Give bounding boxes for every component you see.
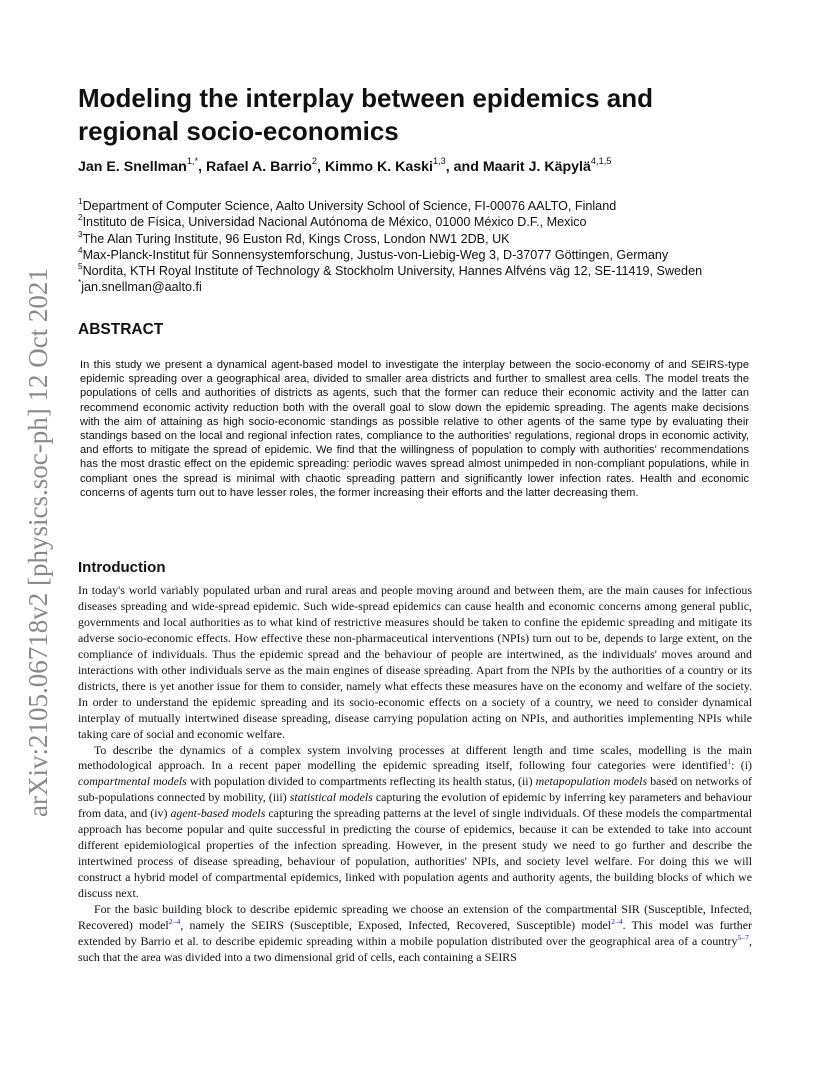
author-affiliation-mark: 2 [311, 156, 318, 167]
intro-paragraph-1: In today's world variably populated urban and rural areas and people moving around and between them, are the main causes for infectious diseases spreading and wide-spread epidemic. Such wide-spread epidemics can cause health and economic concerns among general public, governments and local authorities as to what kind of restrictive measures should be taken to confine the epidemic spreading and mitigate its adverse socio-economic effects. How effective these non-pharmaceutical interventions (NPIs) turn out to be, depends to large extent, on the compliance of individuals. Thus the epidemic spread and the behaviour of people are intertwined, as the individuals' moves around and interactions with other individuals serve as the main engines of disease spreading. Apart from the NPIs by the authorities of a country or its districts, there is yet another issue for them to consider, namely what effects these measures have on the economy and welfare of the society. In order to understand the epidemic spreading and its socio-economic effects on a society of a country, we need to consider dynamical interplay of mutually intertwined disease spreading, disease carrying population acting on NPIs, and authorities implementing NPIs while taking care of social and economic welfare. [78, 583, 752, 741]
citation-link[interactable]: 2–4 [168, 917, 181, 927]
author-affiliation-mark: 4,1,5 [590, 156, 612, 167]
author-name: Maarit J. Käpylä [482, 159, 591, 175]
citation-link[interactable]: 5–7 [737, 933, 750, 942]
affiliation-mark: 1 [78, 197, 83, 206]
intro-paragraph-2 [78, 743, 752, 903]
affiliation-mark: 3 [78, 229, 83, 239]
author-name: Jan E. Snellman [78, 159, 187, 175]
intro-paragraph-3 [78, 902, 752, 966]
author-name: Rafael A. Barrio [205, 159, 312, 175]
affiliation-line [78, 198, 758, 214]
affiliation-line [78, 231, 758, 247]
text-run: . This model was further extended by Barrio et al. to describe epidemic spreading within a mobile population distributed over the geographical area of a country [78, 918, 752, 948]
text-run: , such that the area was divided into a two dimensional grid of cells, each containing a SEIRS [78, 933, 752, 964]
author-separator: , [317, 159, 325, 175]
author-list [78, 157, 778, 177]
affiliation-mark: 4 [78, 245, 83, 255]
abstract-heading: ABSTRACT [78, 321, 164, 338]
affiliation-line [78, 214, 758, 230]
affiliation-mark: 2 [78, 213, 83, 223]
paper-title: Modeling the interplay between epidemics and regional socio-economics [78, 83, 653, 146]
author-separator: , and [445, 159, 483, 175]
affiliation-mark: * [78, 278, 82, 288]
emphasis: compartmental models [78, 774, 187, 789]
citation-link[interactable]: 2–4 [611, 917, 623, 927]
text-run: To describe the dynamics of a complex system involving processes at different length and time scales, modelling is the main methodological approach. In a recent paper modelling the epidemic spreading itself, following four categories were identified [78, 742, 752, 773]
introduction-heading: Introduction [78, 559, 166, 576]
affiliation-line [78, 247, 758, 263]
affiliation-text: Instituto de Física, Universidad Nacional Autónoma de México, 01000 México D.F., Mexico [82, 215, 587, 230]
author-name: Kimmo K. Kaski [324, 159, 433, 175]
author-separator: , [198, 159, 206, 175]
affiliation-mark: 5 [78, 262, 83, 272]
author-affiliation-mark: 1,3 [432, 156, 446, 167]
author-affiliation-mark: 1,* [186, 156, 199, 167]
affiliation-line [78, 263, 758, 279]
text-run: , namely the SEIRS (Susceptible, Exposed, Infected, Recovered, Susceptible) model [180, 918, 612, 933]
text-run: with population divided to compartments reflecting its health status, (ii) [186, 774, 536, 789]
affiliation-line [78, 279, 758, 295]
arxiv-sidebar-stamp: arXiv:2105.06718v2 [physics.soc-ph] 12 Oct 2021 [23, 268, 53, 817]
text-run: For the basic building block to describe epidemic spreading we choose an extension of the compartmental SIR (Susceptible, Infected, Recovered) model [78, 902, 752, 933]
text-run: based on networks of sub-populations connected by mobility, (iii) [78, 774, 752, 805]
affiliation-text: The Alan Turing Institute, 96 Euston Rd, Kings Cross, London NW1 2DB, UK [82, 231, 510, 246]
introduction-body [78, 583, 752, 966]
affiliation-list [78, 198, 758, 296]
emphasis: statistical models [289, 790, 373, 805]
citation-link[interactable]: 1 [727, 757, 732, 767]
text-run: : (i) [731, 758, 752, 773]
text-run: capturing the spreading patterns at the level of single individuals. Of these models the compartmental approach has become popular and quite successful in predicting the course of epidemics, because it can be extended to take into account different epidemiological properties of the infection spreading. However, in the present study we need to go further and describe the intertwined process of disease spreading, behaviour of population, authorities' NPIs, and society level welfare. For doing this we will construct a hybrid model of compartmental epidemics, linked with population agents and authority agents, the building blocks of which we discuss next. [78, 806, 753, 901]
affiliation-text: Nordita, KTH Royal Institute of Technology & Stockholm University, Hannes Alfvéns väg 12, SE-11419, Sweden [82, 264, 703, 279]
emphasis: agent-based models [170, 806, 266, 821]
emphasis: metapopulation models [535, 774, 648, 789]
text-run: capturing the evolution of epidemic by inferring key parameters and behaviour from data, and (iv) [78, 790, 753, 821]
affiliation-text: Max-Planck-Institut für Sonnensystemforschung, Justus-von-Liebig-Weg 3, D-37077 Göttingen, Germany [82, 247, 669, 262]
affiliation-text[interactable]: jan.snellman@aalto.fi [81, 280, 202, 295]
abstract-body: In this study we present a dynamical agent-based model to investigate the interplay between the socio-economy of and SEIRS-type epidemic spreading over a geographical area, divided to smaller area districts and further to smallest area cells. The model treats the populations of cells and authorities of districts as agents, such that the former can reduce their economic activity and the latter can recommend economic activity reduction both with the overall goal to slow down the epidemic spreading. The agents make decisions with the aim of attaining as high socio-economic standings as possible relative to other agents of the same type by evaluating their standings based on the local and regional infection rates, compliance to the authorities' regulations, regional drops in economic activity, and efforts to mitigate the spread of epidemic. We find that the willingness of population to comply with authorities' recommendations has the most drastic effect on the epidemic spreading: periodic waves spread almost unimpeded in non-compliant populations, while in compliant ones the spread is minimal with chaotic spreading pattern and significantly lower infection rates. Health and economic concerns of agents turn out to have lesser roles, the former increasing their efforts and the latter decreasing them. [80, 359, 749, 499]
affiliation-text: Department of Computer Science, Aalto University School of Science, FI-00076 AALTO, Finland [82, 199, 617, 213]
